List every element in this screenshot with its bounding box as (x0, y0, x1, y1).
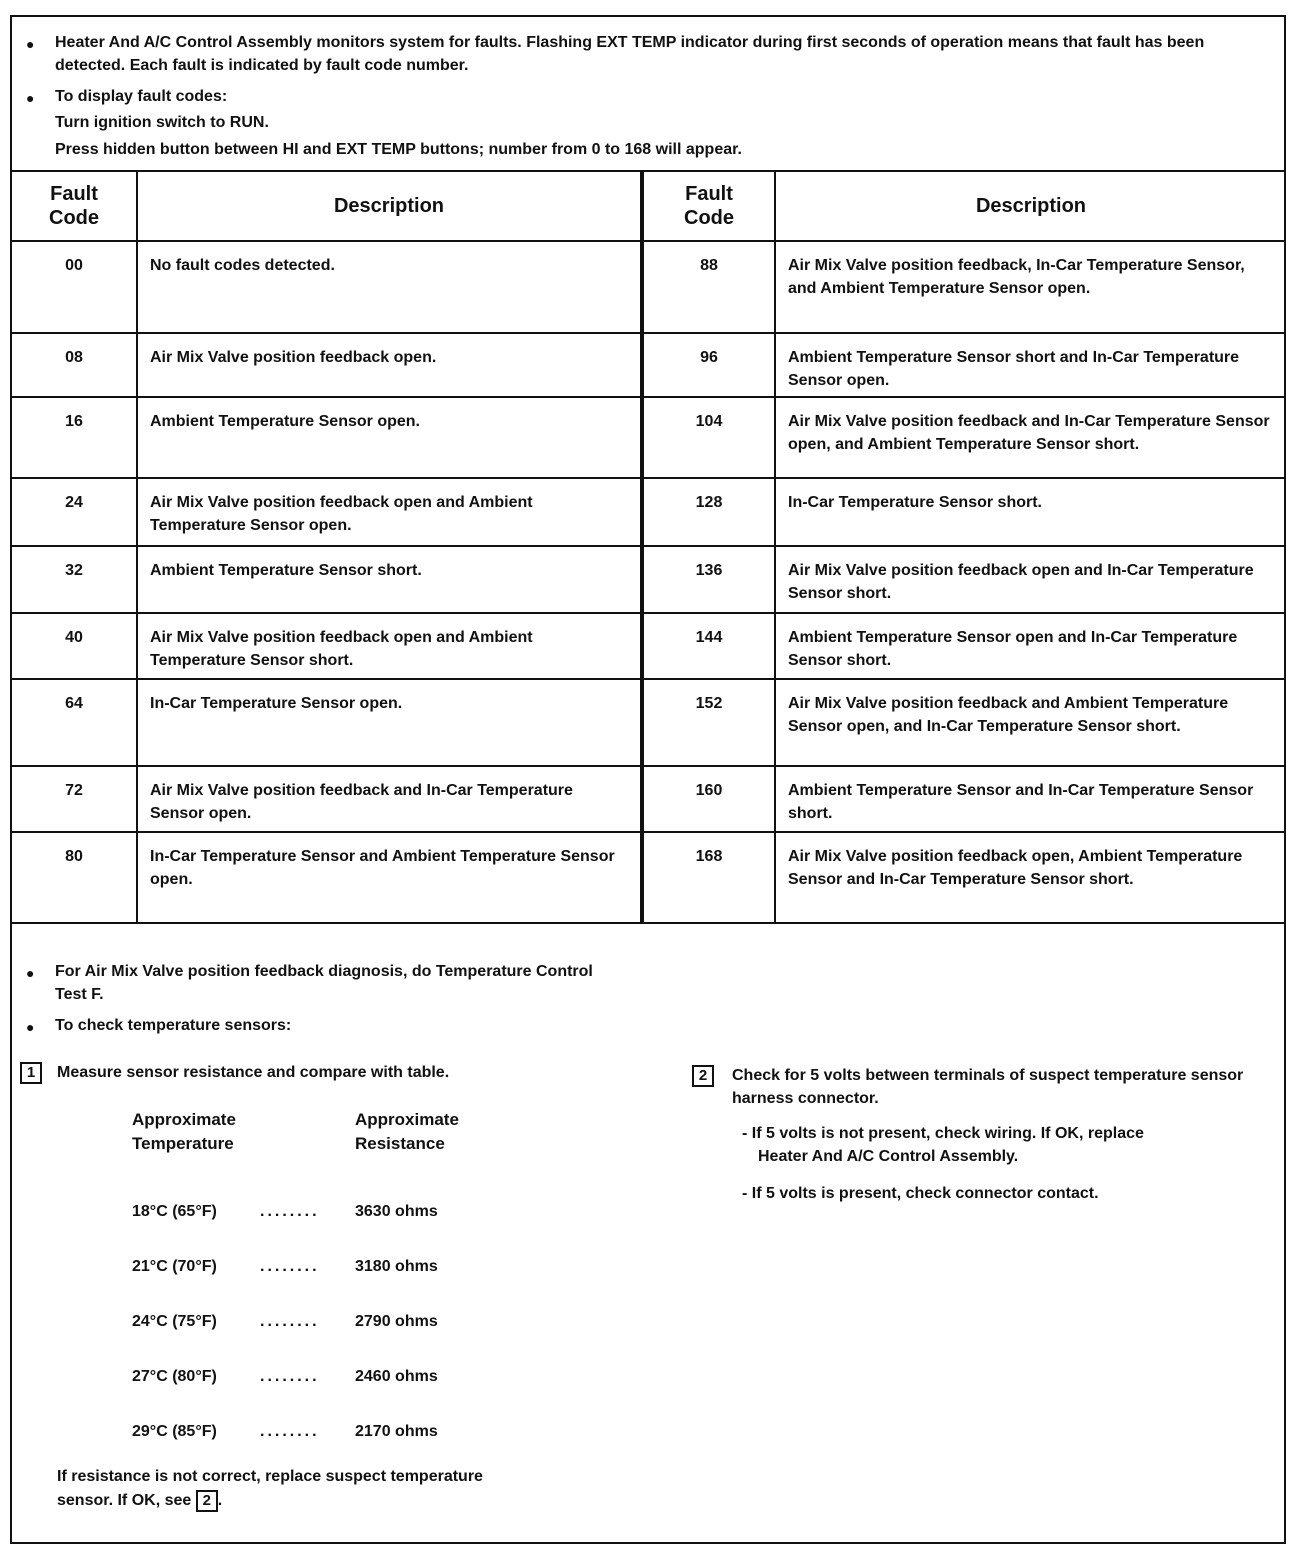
table-row (12, 766, 1286, 832)
fault-description-left: Ambient Temperature Sensor short. (137, 546, 642, 613)
fault-description-left: No fault codes detected. (137, 241, 642, 333)
fault-description-left: In-Car Temperature Sensor and Ambient Temperature Sensor open. (137, 832, 642, 923)
intro-step-1: Turn ignition switch to RUN. (55, 114, 269, 131)
fault-description-left: Air Mix Valve position feedback open and Ambient Temperature Sensor open. (137, 478, 642, 546)
fault-code-right: 88 (642, 241, 775, 333)
bullet-icon: ● (26, 36, 35, 52)
bullet-icon: ● (26, 90, 35, 106)
table-row (12, 333, 1286, 397)
fault-code-left: 00 (12, 241, 137, 333)
fault-code-right: 128 (642, 478, 775, 546)
resistance-header-line-2: Resistance (355, 1134, 445, 1153)
fault-code-left: 64 (12, 679, 137, 766)
fault-code-left: 16 (12, 397, 137, 478)
fault-code-right: 104 (642, 397, 775, 478)
table-row (12, 478, 1286, 546)
fault-code-right: 144 (642, 613, 775, 679)
step-1-note-text: sensor. If OK, see (57, 1492, 192, 1509)
fault-code-table (12, 172, 1286, 924)
reading-dots: ........ (260, 1368, 320, 1385)
fault-description-right: Ambient Temperature Sensor open and In-Car Temperature Sensor short. (775, 613, 1286, 679)
resistance-header-line-1: Approximate (355, 1110, 459, 1129)
fault-description-right: Air Mix Valve position feedback open, Ambient Temperature Sensor and In-Car Temperature Sensor short. (775, 832, 1286, 923)
reading-temperature: 24°C (75°F) (132, 1313, 217, 1330)
reading-temperature: 18°C (65°F) (132, 1203, 217, 1220)
reading-resistance: 3180 ohms (355, 1258, 438, 1275)
fault-code-left: 40 (12, 613, 137, 679)
bullet-icon: ● (26, 1019, 35, 1035)
reading-resistance: 2170 ohms (355, 1423, 438, 1440)
table-row (12, 241, 1286, 333)
table-row (12, 397, 1286, 478)
table-row (12, 832, 1286, 923)
page-frame (10, 15, 1286, 1544)
fault-description-right: Air Mix Valve position feedback and In-Car Temperature Sensor open, and Ambient Temperature Sensor short. (775, 397, 1286, 478)
fault-code-left: 72 (12, 766, 137, 832)
reading-temperature: 27°C (80°F) (132, 1368, 217, 1385)
sensor-check-section (12, 932, 1284, 1542)
reading-resistance: 3630 ohms (355, 1203, 438, 1220)
fault-description-right: Air Mix Valve position feedback and Ambient Temperature Sensor open, and In-Car Temperature Sensor short. (775, 679, 1286, 766)
header-fault-code-right: Fault Code (642, 172, 775, 241)
fault-code-right: 96 (642, 333, 775, 397)
step-1-note-end: . (217, 1492, 223, 1509)
fault-description-left: Air Mix Valve position feedback open. (137, 333, 642, 397)
header-description-left: Description (137, 172, 642, 241)
intro-bullet-1: Heater And A/C Control Assembly monitors system for faults. Flashing EXT TEMP indicator during first seconds of operation means that fault has been detected. Each fault is indicated by fault code number. (55, 34, 1205, 74)
fault-description-right: Ambient Temperature Sensor and In-Car Temperature Sensor short. (775, 766, 1286, 832)
fault-description-right: Air Mix Valve position feedback open and In-Car Temperature Sensor short. (775, 546, 1286, 613)
bullet-icon: ● (26, 965, 35, 981)
table-row (12, 546, 1286, 613)
reading-dots: ........ (260, 1313, 320, 1330)
fault-code-right: 160 (642, 766, 775, 832)
fault-code-right: 136 (642, 546, 775, 613)
step-2-sub-1: - If 5 volts is not present, check wiring. If OK, replace Heater And A/C Control Assembly. (742, 1125, 1144, 1165)
step-2-number-box: 2 (692, 1065, 714, 1087)
step-1-text: Measure sensor resistance and compare with table. (57, 1064, 450, 1081)
reading-resistance: 2460 ohms (355, 1368, 438, 1385)
fault-code-left: 80 (12, 832, 137, 923)
fault-description-left: Air Mix Valve position feedback open and Ambient Temperature Sensor short. (137, 613, 642, 679)
fault-description-left: Air Mix Valve position feedback and In-Car Temperature Sensor open. (137, 766, 642, 832)
step-1-number-box: 1 (20, 1062, 42, 1084)
reading-resistance: 2790 ohms (355, 1313, 438, 1330)
step-1-note-line-1: If resistance is not correct, replace suspect temperature (57, 1468, 483, 1485)
lower-bullet-1: For Air Mix Valve position feedback diagnosis, do Temperature Control Test F. (55, 963, 593, 1003)
fault-description-left: In-Car Temperature Sensor open. (137, 679, 642, 766)
fault-code-left: 08 (12, 333, 137, 397)
intro-section (12, 17, 1284, 172)
lower-bullet-2: To check temperature sensors: (55, 1017, 292, 1034)
fault-description-left: Ambient Temperature Sensor open. (137, 397, 642, 478)
step-1-note-line-2 (57, 1489, 222, 1512)
step-2-reference-box: 2 (196, 1490, 218, 1512)
fault-description-right: Air Mix Valve position feedback, In-Car Temperature Sensor, and Ambient Temperature Sensor open. (775, 241, 1286, 333)
temperature-header-line-1: Approximate (132, 1110, 236, 1129)
header-description-right: Description (775, 172, 1286, 241)
table-row (12, 613, 1286, 679)
header-fault-code-left: Fault Code (12, 172, 137, 241)
fault-code-right: 168 (642, 832, 775, 923)
intro-bullet-2: To display fault codes: (55, 88, 228, 105)
fault-description-right: In-Car Temperature Sensor short. (775, 478, 1286, 546)
reading-temperature: 21°C (70°F) (132, 1258, 217, 1275)
reading-temperature: 29°C (85°F) (132, 1423, 217, 1440)
step-2-text: Check for 5 volts between terminals of suspect temperature sensor harness connector. (732, 1067, 1244, 1107)
reading-dots: ........ (260, 1203, 320, 1220)
reading-dots: ........ (260, 1423, 320, 1440)
temperature-column-header (132, 1108, 236, 1156)
fault-code-left: 32 (12, 546, 137, 613)
resistance-column-header (355, 1108, 459, 1156)
fault-code-right: 152 (642, 679, 775, 766)
table-header-row (12, 172, 1286, 241)
step-2-sub-2: - If 5 volts is present, check connector contact. (742, 1185, 1099, 1202)
table-row (12, 679, 1286, 766)
fault-code-left: 24 (12, 478, 137, 546)
temperature-header-line-2: Temperature (132, 1134, 234, 1153)
reading-dots: ........ (260, 1258, 320, 1275)
fault-description-right: Ambient Temperature Sensor short and In-Car Temperature Sensor open. (775, 333, 1286, 397)
intro-step-2: Press hidden button between HI and EXT TEMP buttons; number from 0 to 168 will appear. (55, 141, 742, 158)
